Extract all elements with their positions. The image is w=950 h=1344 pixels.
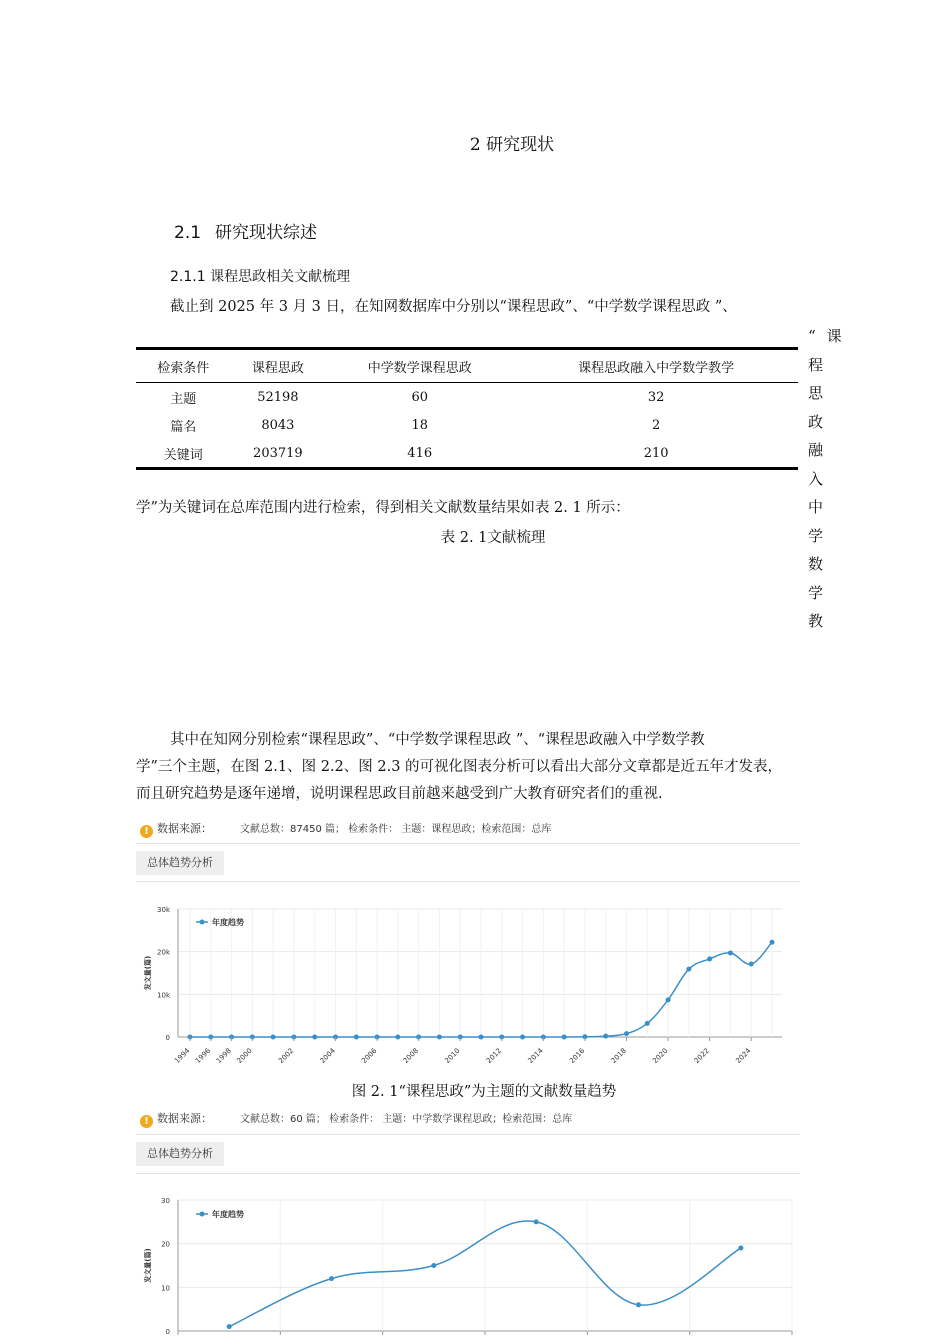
table-cell: 416 xyxy=(407,445,433,461)
chart-2-svg xyxy=(136,1188,800,1344)
data-point xyxy=(431,1263,436,1268)
divider xyxy=(136,1134,800,1135)
data-point xyxy=(603,1034,608,1039)
figure-1-data-source xyxy=(140,820,551,838)
x-tick-label: 2012 xyxy=(484,1046,504,1066)
paragraph-2-line-3: 而且研究趋势是逐年递增，说明课程思政目前越来越受到广大教育研究者们的重视. xyxy=(136,786,663,802)
x-tick-label: 2008 xyxy=(401,1046,421,1066)
table-cell: 210 xyxy=(643,445,669,461)
x-tick-label: 2014 xyxy=(526,1046,545,1066)
table-header-cell: 课程思政 xyxy=(251,360,304,376)
divider xyxy=(136,881,800,882)
data-point xyxy=(271,1035,276,1040)
source-text: 文献总数：60 篇； 检索条件： 主题：中学数学课程思政；检索范围：总库 xyxy=(240,1114,573,1125)
table-header-cell: 课程思政融入中学数学教学 xyxy=(578,360,735,376)
data-point xyxy=(354,1035,359,1040)
data-point xyxy=(479,1035,484,1040)
data-point xyxy=(636,1302,641,1307)
figure-2-data-source xyxy=(140,1110,572,1128)
source-label: 数据来源： xyxy=(157,1112,212,1125)
y-tick-label: 10k xyxy=(157,991,170,1000)
table-row xyxy=(136,383,798,412)
trend-analysis-tab[interactable]: 总体趋势分析 xyxy=(136,851,224,875)
table-cell: 18 xyxy=(411,417,428,433)
y-tick-label: 20 xyxy=(161,1240,170,1249)
table-header-cell: 检索条件 xyxy=(157,360,210,376)
y-tick-label: 30 xyxy=(161,1197,170,1205)
chart-1-svg xyxy=(136,895,800,1075)
x-tick-label: 2016 xyxy=(568,1046,587,1066)
legend-marker xyxy=(200,1212,205,1217)
trend-analysis-tab[interactable]: 总体趋势分析 xyxy=(136,1142,224,1166)
x-tick-label: 1994 xyxy=(173,1046,192,1066)
section-number: 2.1 xyxy=(174,223,202,243)
data-point xyxy=(645,1021,650,1026)
data-point xyxy=(520,1035,525,1040)
source-label: 数据来源： xyxy=(157,822,212,835)
table-row xyxy=(136,439,798,469)
data-point xyxy=(707,956,712,961)
table-cell: 主题 xyxy=(170,391,197,407)
x-tick-label: 2018 xyxy=(609,1046,628,1066)
data-point xyxy=(227,1324,232,1329)
chapter-title: 2 研究现状 xyxy=(469,135,555,155)
figure-1-caption: 图 2. 1“课程思政”为主题的文献数量趋势 xyxy=(351,1084,617,1100)
paragraph-1-line-2: 学”为关键词在总库范围内进行检索，得到相关文献数量结果如表 2. 1 所示： xyxy=(136,500,630,516)
data-point xyxy=(395,1035,400,1040)
y-tick-label: 0 xyxy=(165,1328,170,1336)
warning-icon: ! xyxy=(140,825,153,838)
paragraph-2-line-2: 学”三个主题，在图 2.1、图 2.2、图 2.3 的可视化图表分析可以看出大部分文章都是近五年才发表， xyxy=(136,759,783,775)
table-caption: 表 2. 1文献梳理 xyxy=(440,530,546,546)
paragraph-1-line-1: 截止到 2025 年 3 月 3 日，在知网数据库中分别以“课程思政”、“中学数学课程思政 ”、 xyxy=(170,299,737,315)
legend-label: 年度趋势 xyxy=(212,1210,244,1219)
divider xyxy=(136,843,800,844)
table-cell: 关键词 xyxy=(163,447,203,463)
y-tick-label: 0 xyxy=(165,1034,170,1042)
table-header-cell: 中学数学课程思政 xyxy=(367,360,472,376)
table-cell: 8043 xyxy=(261,417,295,433)
section-title: 研究现状综述 xyxy=(215,223,318,243)
literature-table xyxy=(136,347,798,470)
x-tick-label: 2024 xyxy=(734,1046,753,1066)
data-point xyxy=(534,1219,539,1224)
x-tick-label: 2022 xyxy=(692,1046,712,1066)
data-point xyxy=(738,1246,743,1251)
data-point xyxy=(562,1035,567,1040)
section-heading xyxy=(174,218,317,243)
legend-label: 年度趋势 xyxy=(212,918,244,927)
x-tick-label: 2006 xyxy=(360,1046,379,1066)
data-point xyxy=(437,1035,442,1040)
table-cell: 篇名 xyxy=(170,419,197,435)
data-point xyxy=(686,967,691,972)
subsection-heading: 2.1.1 课程思政相关文献梳理 xyxy=(170,269,351,285)
table-cell: 52198 xyxy=(257,389,299,405)
data-point xyxy=(770,940,775,945)
y-tick-label: 10 xyxy=(161,1284,170,1293)
table-cell: 203719 xyxy=(253,445,303,461)
x-tick-label: 2000 xyxy=(235,1046,254,1066)
y-axis-label: 发文量(篇) xyxy=(144,955,152,991)
divider xyxy=(136,1173,800,1174)
data-point xyxy=(728,950,733,955)
x-tick-label: 2010 xyxy=(443,1046,462,1066)
table-cell: 32 xyxy=(647,389,665,405)
legend-marker xyxy=(200,920,205,925)
table-row xyxy=(136,411,798,439)
x-tick-label: 1998 xyxy=(214,1046,233,1066)
paragraph-2-line-1: 其中在知网分别检索“课程思政”、“中学数学课程思政 ”、“课程思政融入中学数学教 xyxy=(170,732,705,748)
table-header-row xyxy=(136,349,798,383)
data-point xyxy=(624,1031,629,1036)
data-point xyxy=(749,962,754,967)
y-tick-label: 20k xyxy=(157,948,170,957)
source-text: 文献总数：87450 篇； 检索条件： 主题：课程思政；检索范围：总库 xyxy=(240,824,552,835)
data-point xyxy=(329,1276,334,1281)
y-tick-label: 30k xyxy=(157,906,170,914)
x-tick-label: 2002 xyxy=(277,1046,296,1066)
table-cell: 2 xyxy=(652,417,661,433)
paragraph-1-wrapped-text: “课程思政融入中学数学教 xyxy=(808,327,853,630)
data-point xyxy=(666,997,671,1002)
x-tick-label: 2020 xyxy=(651,1046,670,1066)
table-cell: 60 xyxy=(411,389,428,405)
data-point xyxy=(312,1035,317,1040)
warning-icon: ! xyxy=(140,1115,153,1128)
y-axis-label: 发文量(篇) xyxy=(144,1248,152,1283)
x-tick-label: 2004 xyxy=(318,1046,337,1066)
x-tick-label: 1996 xyxy=(193,1046,213,1066)
